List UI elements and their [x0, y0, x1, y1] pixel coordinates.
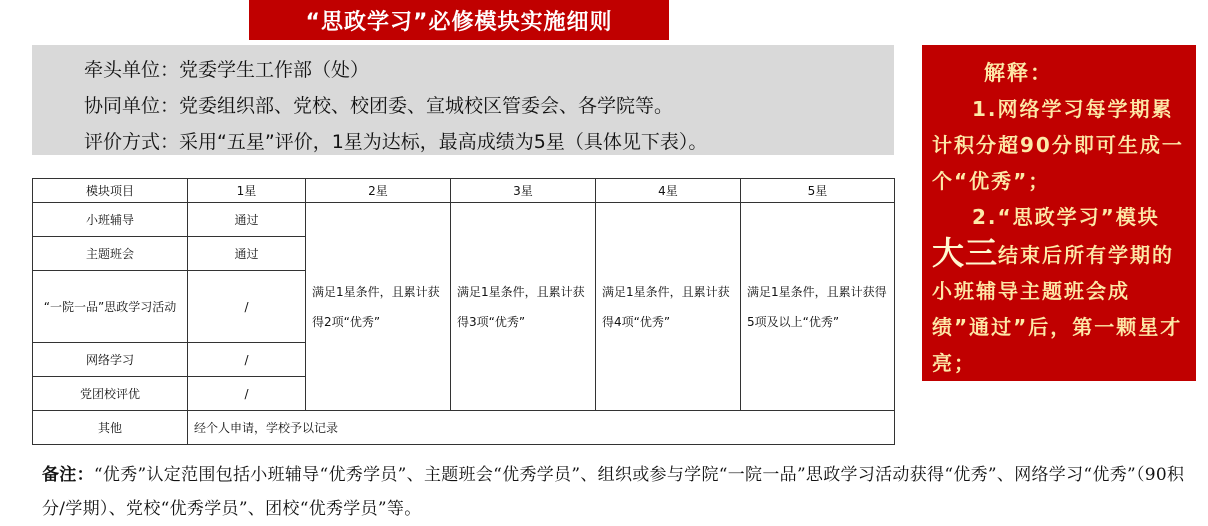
row-star1: 通过 — [188, 203, 306, 237]
other-item: 其他 — [33, 411, 188, 445]
explanation-item-2-prefix: 2.“思政学习”模块 — [972, 205, 1160, 229]
header-star-5: 5星 — [741, 179, 895, 203]
row-star1: / — [188, 271, 306, 343]
coop-unit-value: 党委组织部、党校、校团委、宣城校区管委会、各学院等。 — [179, 95, 674, 117]
star2-criteria: 满足1星条件，且累计获得2项“优秀” — [306, 203, 451, 411]
row-star1: 通过 — [188, 237, 306, 271]
coop-unit-line — [84, 91, 673, 118]
remark-note — [42, 458, 1202, 526]
eval-method-value: 采用“五星”评价，1星为达标，最高成绩为5星（具体见下表）。 — [179, 131, 708, 153]
header-star-2: 2星 — [306, 179, 451, 203]
row-item: 党团校评优 — [33, 377, 188, 411]
explanation-heading: 解释： — [984, 61, 1053, 85]
lead-unit-label: 牵头单位： — [84, 59, 180, 81]
star3-criteria: 满足1星条件，且累计获得3项“优秀” — [451, 203, 596, 411]
explanation-emphasis: 大三 — [932, 234, 999, 272]
remark-text: “优秀”认定范围包括小班辅导“优秀学员”、主题班会“优秀学员”、组织或参与学院“一院一品”思政学习活动获得“优秀”、网络学习“优秀”（90积分/学期）、党校“优秀学员”、团校“优秀学员”等。 — [42, 465, 1185, 519]
row-star1: / — [188, 343, 306, 377]
explanation-item-1: 1.网络学习每学期累计积分超90分即可生成一个“优秀”； — [932, 97, 1184, 193]
explanation-item-2-suffix: 结束后所有学期的小班辅导主题班会成绩”通过”后，第一颗星才亮； — [932, 243, 1183, 375]
star5-criteria: 满足1星条件，且累计获得5项及以上“优秀” — [741, 203, 895, 411]
row-item: 主题班会 — [33, 237, 188, 271]
row-item: “一院一品”思政学习活动 — [33, 271, 188, 343]
star4-criteria: 满足1星条件，且累计获得4项“优秀” — [596, 203, 741, 411]
table-row-other — [33, 411, 895, 445]
eval-method-label: 评价方式： — [84, 131, 180, 153]
table-header-row — [33, 179, 895, 203]
lead-unit-value: 党委学生工作部（处） — [179, 59, 370, 81]
explanation-item-2 — [932, 199, 1186, 381]
row-item: 小班辅导 — [33, 203, 188, 237]
remark-label: 备注： — [42, 465, 94, 485]
header-star-3: 3星 — [451, 179, 596, 203]
table-row — [33, 203, 895, 237]
header-star-4: 4星 — [596, 179, 741, 203]
explanation-panel — [922, 45, 1196, 381]
other-value: 经个人申请，学校予以记录 — [188, 411, 895, 445]
info-panel — [32, 45, 894, 155]
row-star1: / — [188, 377, 306, 411]
eval-method-line — [84, 127, 707, 154]
page-title: “思政学习”必修模块实施细则 — [249, 0, 669, 40]
header-module: 模块项目 — [33, 179, 188, 203]
row-item: 网络学习 — [33, 343, 188, 377]
header-star-1: 1星 — [188, 179, 306, 203]
coop-unit-label: 协同单位： — [84, 95, 180, 117]
star-rules-table — [32, 178, 895, 445]
lead-unit-line — [84, 55, 369, 82]
